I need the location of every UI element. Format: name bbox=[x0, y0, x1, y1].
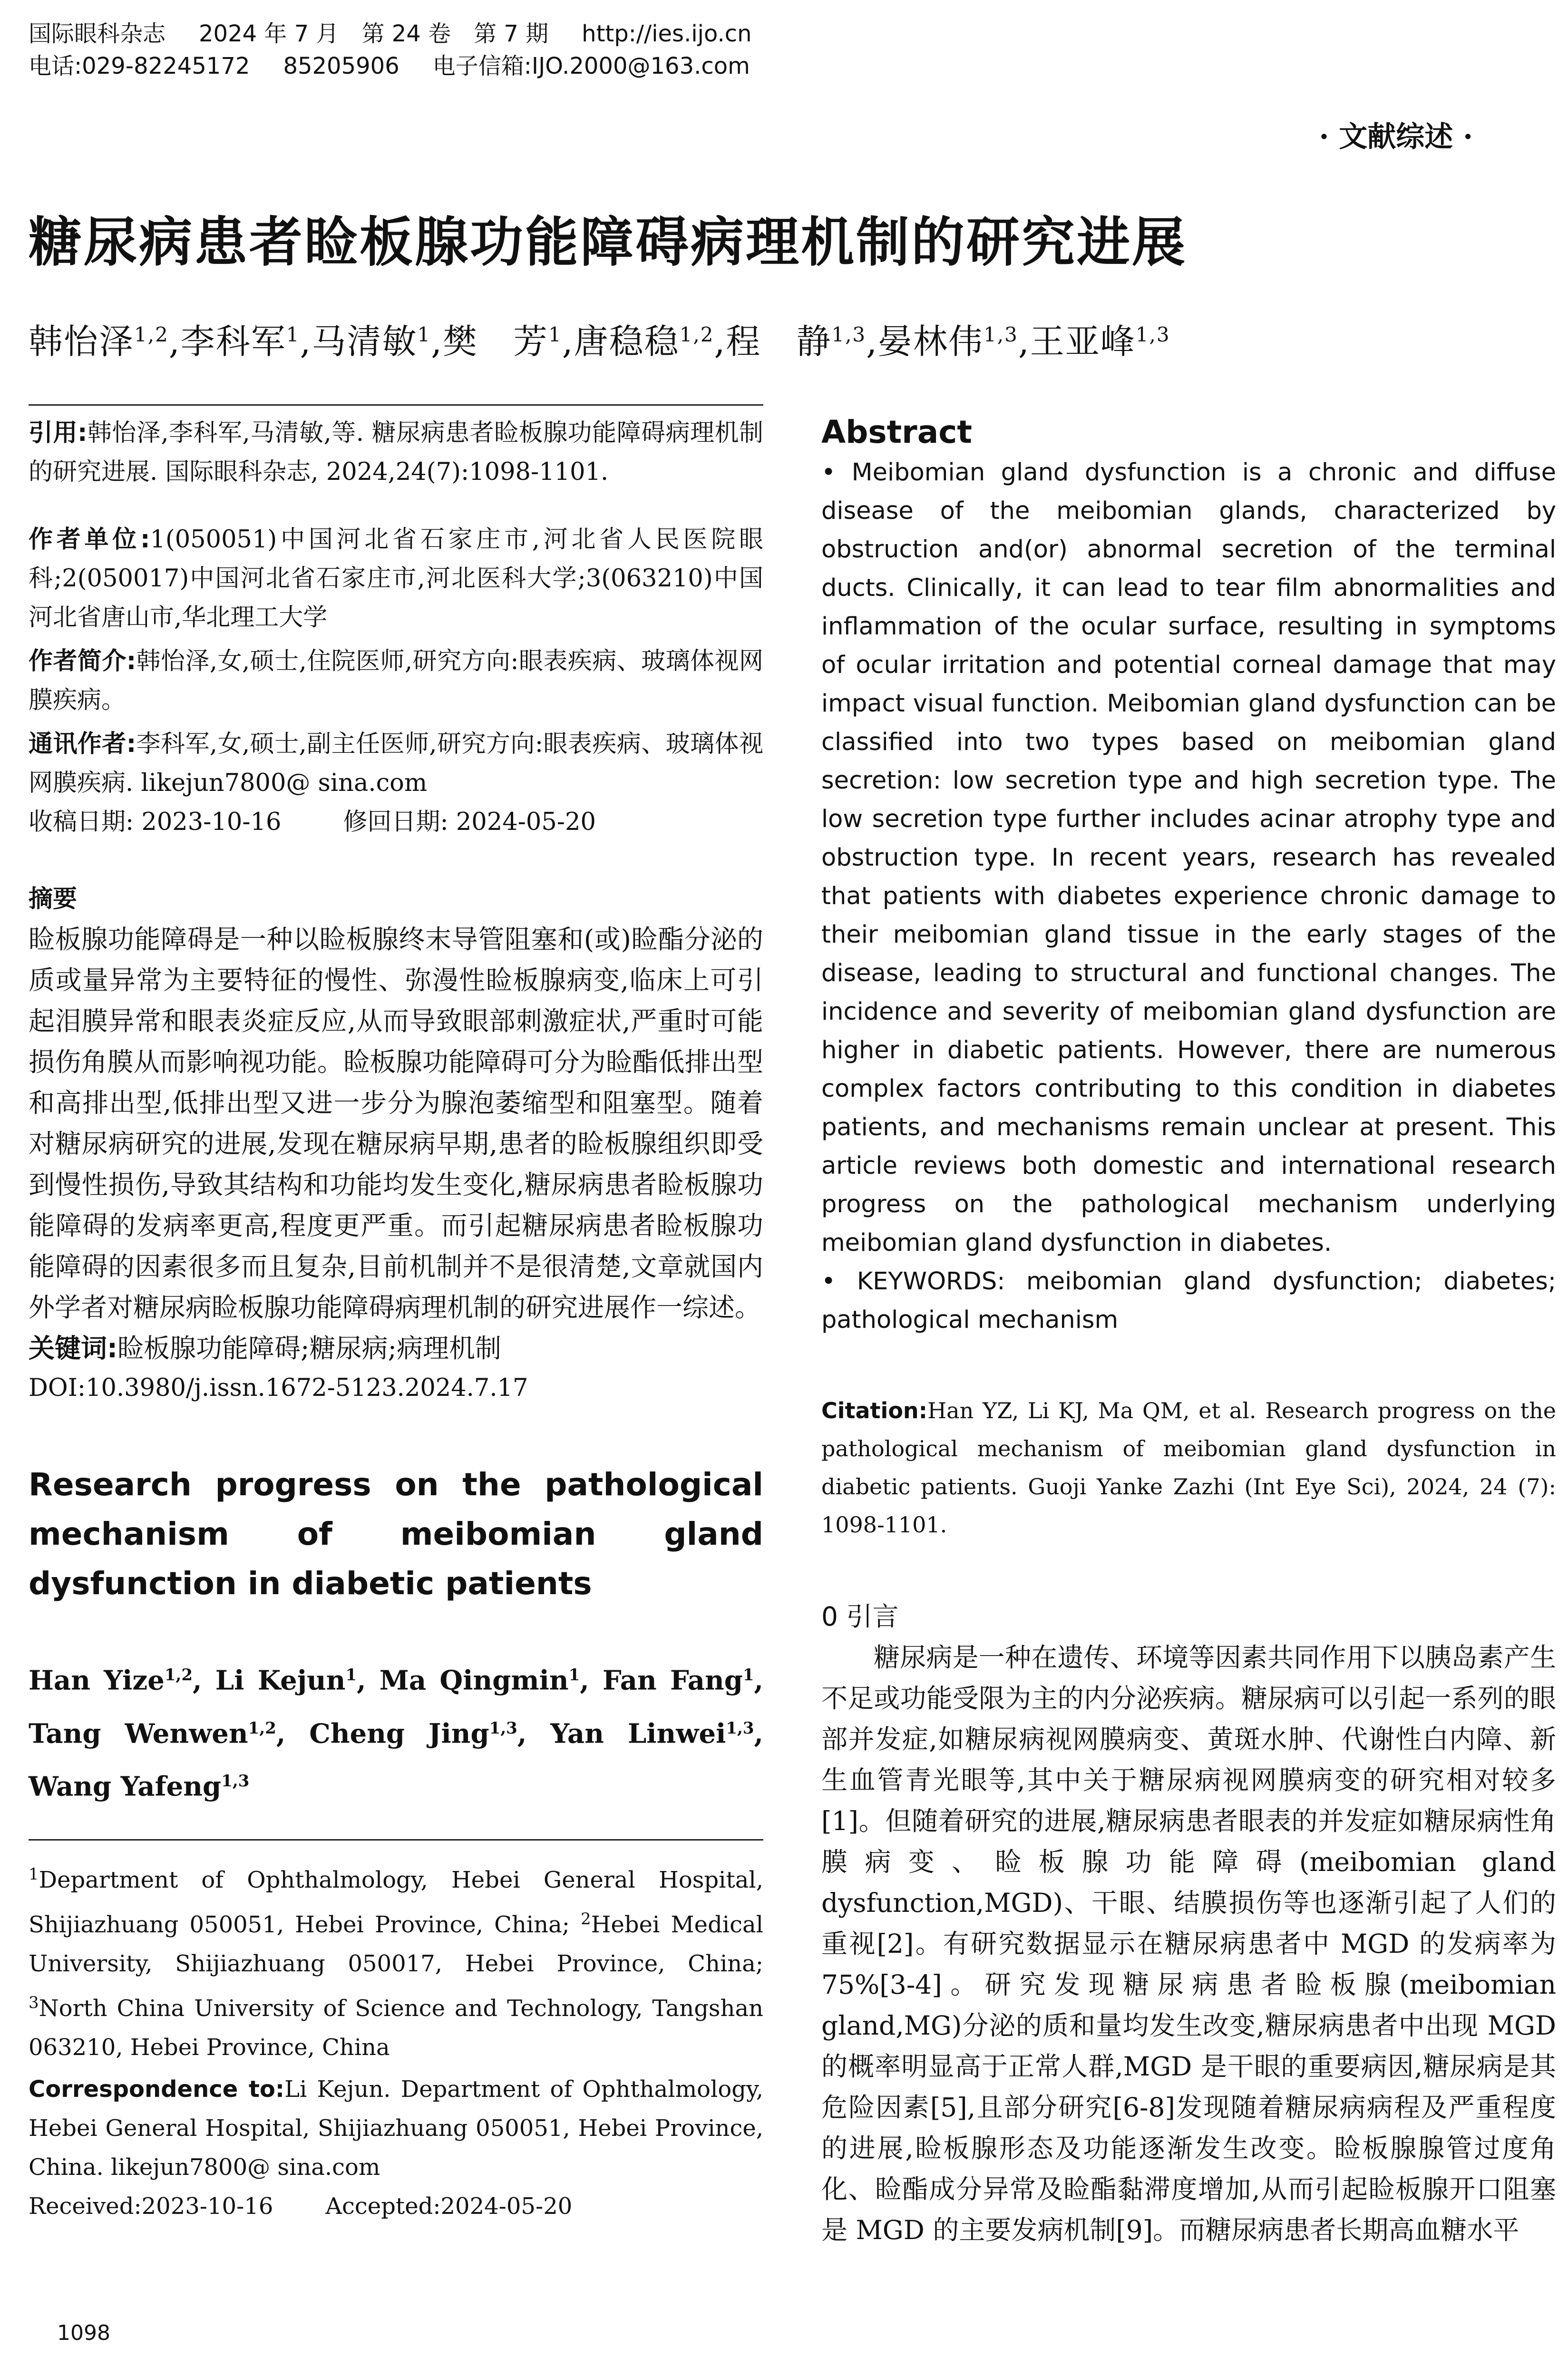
keywords-zh: 关键词:睑板腺功能障碍;糖尿病;病理机制 bbox=[29, 1333, 502, 1364]
dates-en: Received:2023-10-16 Accepted:2024-05-20 bbox=[29, 2192, 573, 2220]
phone-2: 85205906 bbox=[283, 53, 399, 79]
author: 韩怡泽 bbox=[29, 321, 135, 361]
left-column bbox=[29, 414, 763, 2226]
abstract-en-body: • Meibomian gland dysfunction is a chronic and diffuse disease of the meibomian glands, characterized by obstruction and(or) abnormal secretion of the terminal ducts. Clinically, it can lead to tear film abnormalities and inflammation of the ocular surface, resulting in symptoms of ocular irritation and potential corneal damage that may impact visual function. Meibomian gland dysfunction can be classified into two types based on meibomian gland secretion: low secretion type and high secretion type. The low secretion type further includes acinar atrophy type and obstruction type. In recent years, research has revealed that patients with diabetes experience chronic damage to their meibomian gland tissue in the early stages of the disease, leading to structural and functional changes. The incidence and severity of meibomian gland dysfunction are higher in diabetic patients. However, there are numerous complex factors contributing to this condition in diabetes patients, and mechanisms remain unclear at present. This article reviews both domestic and international research progress on the pathological mechanism underlying meibomian gland dysfunction in diabetes. bbox=[821, 453, 1556, 1262]
doi: DOI:10.3980/j.issn.1672-5123.2024.7.17 bbox=[29, 1374, 528, 1402]
revised-date: 修回日期: 2024-05-20 bbox=[343, 808, 596, 836]
author-units: 作者单位:1(050051)中国河北省石家庄市,河北省人民医院眼科;2(050017)中国河北省石家庄市,河北医科大学;3(063210)中国河北省唐山市,华北理工大学 bbox=[29, 526, 763, 632]
abstract-zh-heading: 摘要 bbox=[29, 885, 78, 913]
citation-zh: 引用:韩怡泽,李科军,马清敏,等. 糖尿病患者睑板腺功能障碍病理机制的研究进展. 国际眼科杂志, 2024,24(7):1098-1101. bbox=[29, 419, 763, 486]
intro-body: 糖尿病是一种在遗传、环境等因素共同作用下以胰岛素产生不足或功能受限为主的内分泌疾病。糖尿病可以引起一系列的眼部并发症,如糖尿病视网膜病变、黄斑水肿、代谢性白内障、新生血管青光眼等,其中关于糖尿病视网膜病变的研究相对较多[1]。但随着研究的进展,糖尿病患者眼表的并发症如糖尿病性角膜病变、睑板腺功能障碍(meibomian gland dysfunction,MGD)、干眼、结膜损伤等也逐渐引起了人们的重视[2]。有研究数据显示在糖尿病患者中 MGD 的发病率为 75%[3-4]。研究发现糖尿病患者睑板腺(meibomian gland,MG)分泌的质和量均发生改变,糖尿病患者中出现 MGD 的概率明显高于正常人群,MGD 是干眼的重要病因,糖尿病是其危险因素[5],且部分研究[6-8]发现随着糖尿病病程及严重程度的进展,睑板腺形态及功能逐渐发生改变。睑板腺腺管过度角化、睑酯成分异常及睑酯黏滞度增加,从而引起睑板腺开口阻塞是 MGD 的主要发病机制[9]。而糖尿病患者长期高血糖水平 bbox=[821, 1642, 1556, 2245]
dates-zh bbox=[29, 803, 763, 842]
authors-en: Han Yize$^{1,2}$, Li Kejun$^1$, Ma Qingmin$^1$, Fan Fang$^1$, Tang Wenwen$^{1,2}$, Cheng Jing$^{1,3}$, Yan Linwei$^{1,3}$, Wang Yafeng$^{1,3}$ bbox=[29, 1665, 764, 1802]
author: 李科军 bbox=[180, 321, 286, 361]
english-title: Research progress on the pathological mechanism of meibomian gland dysfunction in diabetic patients bbox=[29, 1466, 763, 1602]
running-header-line1 bbox=[29, 19, 785, 49]
intro-heading: 0 引言 bbox=[821, 1601, 899, 1632]
running-header-line2 bbox=[29, 51, 783, 81]
author: 王亚峰 bbox=[1030, 321, 1136, 361]
section-tag: · 文献综述 · bbox=[1319, 120, 1473, 154]
author: 唐稳稳 bbox=[574, 321, 680, 361]
journal-url: http://ies.ijo.cn bbox=[582, 20, 752, 47]
author: 马清敏 bbox=[312, 321, 418, 361]
author: 樊 芳 bbox=[442, 321, 548, 361]
page-number: 1098 bbox=[57, 2321, 110, 2345]
received-date: 收稿日期: 2023-10-16 bbox=[29, 808, 282, 836]
author-bio: 作者简介:韩怡泽,女,硕士,住院医师,研究方向:眼表疾病、玻璃体视网膜疾病。 bbox=[29, 647, 764, 714]
affiliations-en: $^1$Department of Ophthalmology, Hebei General Hospital, Shijiazhuang 050051, Hebei Province, China; $^2$Hebei Medical University, Shijiazhuang 050017, Hebei Province, China; $^3$North China University of Science and Technology, Tangshan 063210, Hebei Province, China bbox=[29, 1864, 763, 2061]
journal-name: 国际眼科杂志 bbox=[29, 20, 166, 47]
affiliation-rule bbox=[29, 1839, 763, 1841]
keywords-en: • KEYWORDS: meibomian gland dysfunction; diabetes; pathological mechanism bbox=[821, 1262, 1556, 1339]
abstract-zh-body: 睑板腺功能障碍是一种以睑板腺终末导管阻塞和(或)睑酯分泌的质或量异常为主要特征的慢性、弥漫性睑板腺病变,临床上可引起泪膜异常和眼表炎症反应,从而导致眼部刺激症状,严重时可能损伤角膜从而影响视功能。睑板腺功能障碍可分为睑酯低排出型和高排出型,低排出型又进一步分为腺泡萎缩型和阻塞型。随着对糖尿病研究的进展,发现在糖尿病早期,患者的睑板腺组织即受到慢性损伤,导致其结构和功能均发生变化,糖尿病患者睑板腺功能障碍的发病率更高,程度更严重。而引起糖尿病患者睑板腺功能障碍的因素很多而且复杂,目前机制并不是很清楚,文章就国内外学者对糖尿病睑板腺功能障碍病理机制的研究进展作一综述。 bbox=[29, 924, 763, 1323]
email: 电子信箱:IJO.2000@163.com bbox=[432, 53, 750, 79]
authors-zh: 韩怡泽$^{1,2}$,李科军$^1$,马清敏$^1$,樊 芳$^1$,唐稳稳$^{1,2}$,程 静$^{1,3}$,晏林伟$^{1,3}$,王亚峰$^{1,3}$ bbox=[29, 321, 1170, 361]
correspondence-en: Correspondence to:Li Kejun. Department of Ophthalmology, Hebei General Hospital, Shijiazhuang 050051, Hebei Province, China. likejun7800@ sina.com bbox=[29, 2075, 763, 2181]
corresponding-author: 通讯作者:李科军,女,硕士,副主任医师,研究方向:眼表疾病、玻璃体视网膜疾病. likejun7800@ sina.com bbox=[29, 730, 764, 797]
issue-info: 2024 年 7 月 第 24 卷 第 7 期 bbox=[199, 20, 549, 47]
author: 程 静 bbox=[726, 321, 832, 361]
author: 晏林伟 bbox=[878, 321, 984, 361]
abstract-en-heading: Abstract bbox=[821, 414, 972, 450]
article-title: 糖尿病患者睑板腺功能障碍病理机制的研究进展 bbox=[29, 212, 1187, 273]
citation-en: Citation:Han YZ, Li KJ, Ma QM, et al. Research progress on the pathological mechanism of meibomian gland dysfunction in diabetic patients. Guoji Yanke Zazhi (Int Eye Sci), 2024, 24 (7): 1098-1101. bbox=[821, 1398, 1556, 1538]
right-column bbox=[821, 414, 1556, 2250]
phone: 电话:029-82245172 bbox=[29, 53, 250, 79]
left-top-rule bbox=[29, 404, 763, 406]
